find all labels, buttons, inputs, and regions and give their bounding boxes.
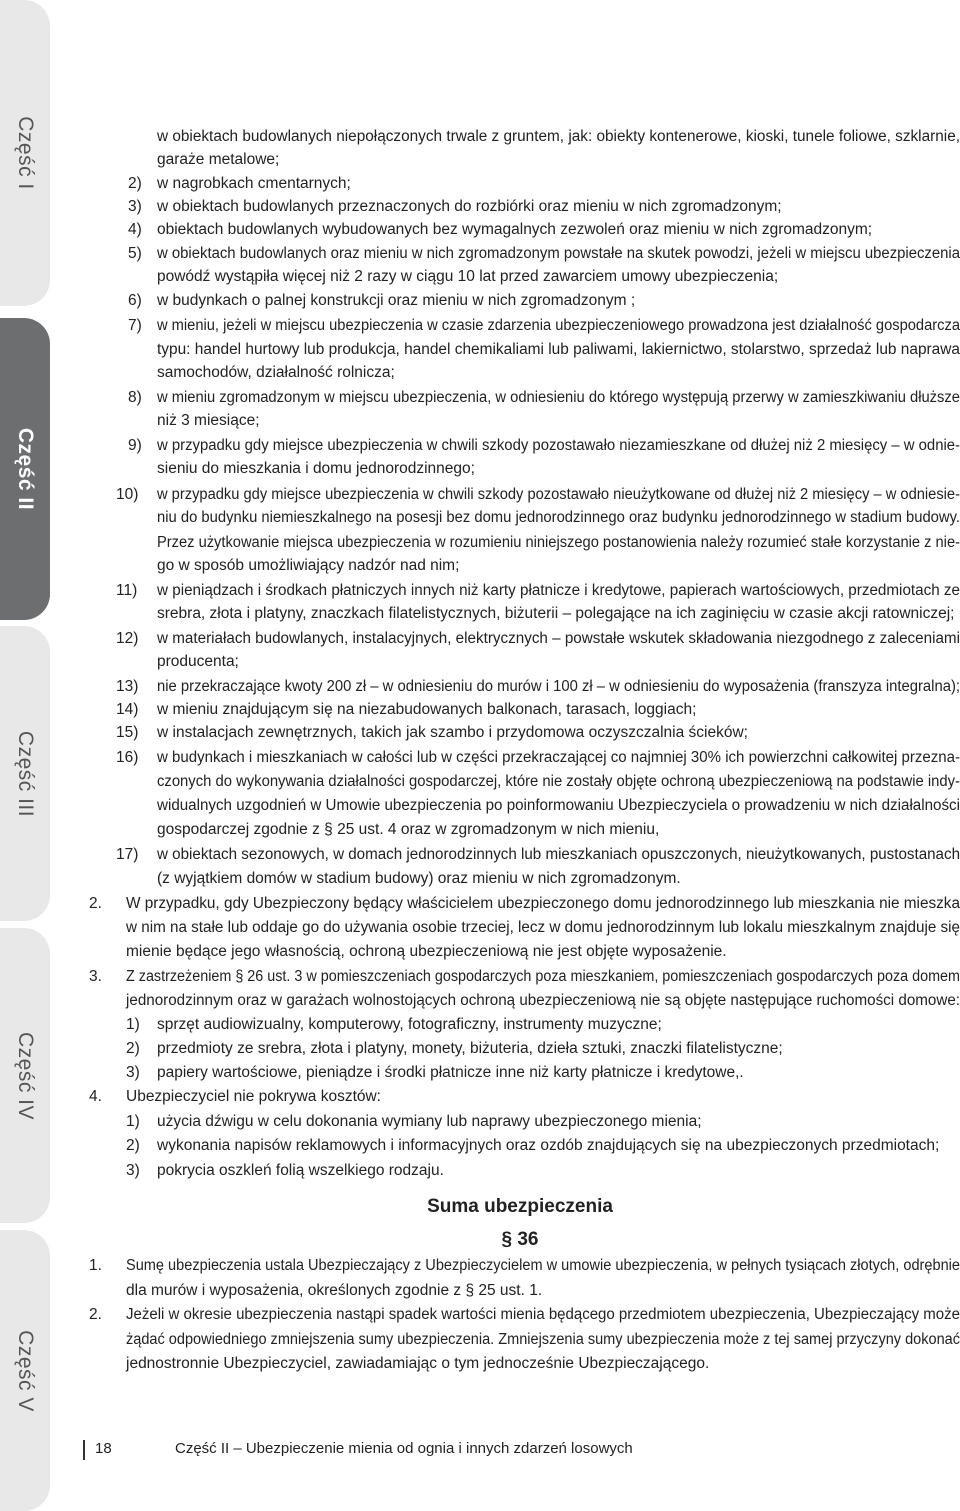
line-text: samochodów, działalność rolnicza; <box>157 364 395 381</box>
item-number: 12) <box>116 630 139 647</box>
line-text: w nagrobkach cmentarnych; <box>157 175 351 192</box>
item-number: 5) <box>128 245 142 262</box>
line-text: w obiektach budowlanych oraz mieniu w nich zgromadzonym powstałe na skutek powodzi, jeżeli w miejscu ubezpieczenia <box>157 245 960 262</box>
item-number: 15) <box>116 724 139 741</box>
paragraph-number: § 36 <box>501 1229 539 1250</box>
line-text: Ubezpieczyciel nie pokrywa kosztów: <box>126 1088 381 1105</box>
item-number: 16) <box>116 749 139 766</box>
line-text: papiery wartościowe, pieniądze i środki płatnicze inne niż karty płatnicze i kredytowe,. <box>157 1064 744 1081</box>
item-number: 13) <box>116 678 139 695</box>
footer-rule <box>83 1440 85 1460</box>
line-text: jednostronnie Ubezpieczyciel, zawiadamiając o tym jednocześnie Ubezpieczającego. <box>126 1355 710 1372</box>
line-text: mienie będące jego własnością, ochroną ubezpieczeniową nie jest objęte wyposażenie. <box>126 943 727 960</box>
item-number: 11) <box>116 582 138 599</box>
line-text: Przez użytkowanie miejsca ubezpieczenia w rozumieniu niniejszego postanowienia należy rozumieć stałe korzystanie z nie- <box>157 534 960 551</box>
item-number: 1) <box>126 1016 140 1033</box>
item-number: 2) <box>128 175 142 192</box>
item-number: 14) <box>116 701 139 718</box>
line-text: w obiektach budowlanych niepołączonych trwale z gruntem, jak: obiekty kontenerowe, kioski, tunele foliowe, szklarnie, <box>157 128 960 145</box>
tab-part-1[interactable] <box>0 0 50 306</box>
item-number: 2) <box>126 1137 140 1154</box>
line-text: Z zastrzeżeniem § 26 ust. 3 w pomieszczeniach gospodarczych poza mieszkaniem, pomieszczeniach gospodarczych poza domem <box>126 968 960 985</box>
item-number: 10) <box>116 486 139 503</box>
line-text: Jeżeli w okresie ubezpieczenia nastąpi spadek wartości mienia będącego przedmiotem ubezpieczenia, Ubezpieczający może <box>126 1306 960 1323</box>
item-number: 3. <box>89 968 102 985</box>
item-number: 3) <box>128 198 142 215</box>
line-text: producenta; <box>157 653 239 670</box>
item-number: 4) <box>128 221 142 238</box>
tab-label: Część I <box>14 116 38 190</box>
tab-part-4[interactable] <box>0 928 50 1223</box>
item-number: 9) <box>128 437 142 454</box>
line-text: pokrycia oszkleń folią wszelkiego rodzaju. <box>157 1162 444 1179</box>
item-number: 1. <box>89 1257 102 1274</box>
line-text: przedmioty ze srebra, złota i platyny, monety, biżuteria, dzieła sztuki, znaczki filatelistyczne; <box>157 1040 783 1057</box>
tab-label: Część III <box>14 730 37 817</box>
tab-label: Część II <box>14 427 37 511</box>
line-text: czonych do wykonywania działalności gospodarczej, które nie zostały objęte ochroną ubezpieczeniową na podstawie indy- <box>157 773 960 790</box>
line-text: garaże metalowe; <box>157 151 280 168</box>
item-number: 3) <box>126 1064 140 1081</box>
line-text: w instalacjach zewnętrznych, takich jak szambo i przydomowa oczyszczalnia ścieków; <box>157 724 748 741</box>
line-text: wykonania napisów reklamowych i informacyjnych oraz ozdób znajdujących się na ubezpieczonych przedmiotach; <box>157 1137 940 1154</box>
item-number: 1) <box>126 1113 140 1130</box>
line-text: w materiałach budowlanych, instalacyjnych, elektrycznych – powstałe wskutek składowania niezgodnego z zaleceniami <box>157 630 960 647</box>
line-text: w obiektach sezonowych, w domach jednorodzinnych lub mieszkaniach opuszczonych, nieużytkowanych, pustostanach <box>157 846 960 863</box>
tab-label: Część IV <box>14 1031 37 1120</box>
line-text: w mieniu, jeżeli w miejscu ubezpieczenia w czasie zdarzenia ubezpieczeniowego prowadzona jest działalność gospodarcza <box>157 317 960 334</box>
item-number: 6) <box>128 292 142 309</box>
line-text: w budynkach o palnej konstrukcji oraz mieniu w nich zgromadzonym ; <box>157 292 636 309</box>
line-text: dla murów i wyposażenia, określonych zgodnie z § 25 ust. 1. <box>126 1282 543 1299</box>
line-text: sieniu do mieszkania i domu jednorodzinnego; <box>157 460 475 477</box>
item-number: 3) <box>126 1162 140 1179</box>
line-text: w przypadku gdy miejsce ubezpieczenia w chwili szkody pozostawało niezamieszkane od dłużej niż 2 miesięcy – w odnie- <box>157 437 960 454</box>
line-text: powódź wystąpiła więcej niż 2 razy w ciągu 10 lat przed zawarciem umowy ubezpieczenia; <box>157 268 779 285</box>
line-text: srebra, złota i platyny, znaczkach filatelistycznych, biżuterii – polegające na ich zaginięciu w czasie akcji ratowniczej; <box>157 605 955 622</box>
item-number: 2. <box>89 895 102 912</box>
line-text: nie przekraczające kwoty 200 zł – w odniesieniu do murów i 100 zł – w odniesieniu do wyposażenia (franszyza integralna); <box>157 678 960 695</box>
tab-part-3[interactable] <box>0 626 50 921</box>
tab-label: Część V <box>14 1329 37 1412</box>
footer-text: Część II – Ubezpieczenie mienia od ognia i innych zdarzeń losowych <box>175 1440 633 1457</box>
line-text: sprzęt audiowizualny, komputerowy, fotograficzny, instrumenty muzyczne; <box>157 1016 662 1033</box>
line-text: w mieniu znajdującym się na niezabudowanych balkonach, tarasach, loggiach; <box>157 701 697 718</box>
line-text: w mieniu zgromadzonym w miejscu ubezpieczenia, w odniesieniu do którego występują przerwy w zamieszkiwaniu dłuższe <box>157 389 960 406</box>
item-number: 2. <box>89 1306 102 1323</box>
line-text: Sumę ubezpieczenia ustala Ubezpieczający z Ubezpieczycielem w umowie ubezpieczenia, w pełnych tysiącach złotych, odrębnie <box>126 1257 960 1274</box>
line-text: gospodarczej zgodnie z § 25 ust. 4 oraz w zgromadzonym w nich mieniu, <box>157 821 660 838</box>
line-text: obiektach budowlanych wybudowanych bez wymagalnych zezwoleń oraz mieniu w nich zgromadzonym; <box>157 221 873 238</box>
tab-part-2[interactable] <box>0 318 50 620</box>
line-text: niu do budynku niemieszkalnego na posesji bez domu jednorodzinnego oraz budynku jednorodzinnego w stadium budowy. <box>157 509 960 526</box>
line-text: w budynkach i mieszkaniach w całości lub w części przekraczającej co najmniej 30% ich powierzchni całkowitej przezna- <box>157 749 960 766</box>
item-number: 17) <box>116 846 139 863</box>
line-text: użycia dźwigu w celu dokonania wymiany lub naprawy ubezpieczonego mienia; <box>157 1113 702 1130</box>
line-text: w pieniądzach i środkach płatniczych innych niż karty płatnicze i kredytowe, papierach wartościowych, przedmiotach ze <box>157 582 960 599</box>
line-text: go w sposób umożliwiający nadzór nad nim; <box>157 557 460 574</box>
line-text: w obiektach budowlanych przeznaczonych do rozbiórki oraz mieniu w nich zgromadzonym; <box>157 198 782 215</box>
line-text: widualnych uzgodnień w Umowie ubezpieczenia po poinformowaniu Ubezpieczyciela o prowadzeniu w nich działalności <box>157 797 960 814</box>
item-number: 8) <box>128 389 142 406</box>
line-text: jednorodzinnym oraz w garażach wolnostojących ochroną ubezpieczeniową nie są objęte następujące ruchomości domowe: <box>126 992 960 1009</box>
line-text: W przypadku, gdy Ubezpieczony będący właścicielem ubezpieczonego domu jednorodzinnego lub mieszkania nie mieszka <box>126 895 960 912</box>
line-text: (z wyjątkiem domów w stadium budowy) oraz mieniu w nich zgromadzonym. <box>157 870 681 887</box>
line-text: niż 3 miesiące; <box>157 412 260 429</box>
tab-part-5[interactable] <box>0 1230 50 1511</box>
line-text: typu: handel hurtowy lub produkcja, handel chemikaliami lub paliwami, lakiernictwo, stolarstwo, sprzedaż lub naprawa <box>157 341 960 358</box>
item-number: 4. <box>89 1088 102 1105</box>
section-title: Suma ubezpieczenia <box>427 1196 613 1217</box>
section-tabs <box>0 0 50 1511</box>
line-text: w przypadku gdy miejsce ubezpieczenia w chwili szkody pozostawało nieużytkowane od dłużej niż 2 miesięcy – w odniesie- <box>157 486 960 503</box>
item-number: 7) <box>128 317 142 334</box>
page-number: 18 <box>95 1440 112 1457</box>
item-number: 2) <box>126 1040 140 1057</box>
line-text: w nim na stałe lub oddaje go do używania osobie trzeciej, lecz w domu jednorodzinnym lub lokalu mieszkalnym znajduje się <box>126 919 960 936</box>
line-text: żądać odpowiedniego zmniejszenia sumy ubezpieczenia. Zmniejszenia sumy ubezpieczenia może z tej samej przyczyny dokonać <box>126 1331 960 1348</box>
